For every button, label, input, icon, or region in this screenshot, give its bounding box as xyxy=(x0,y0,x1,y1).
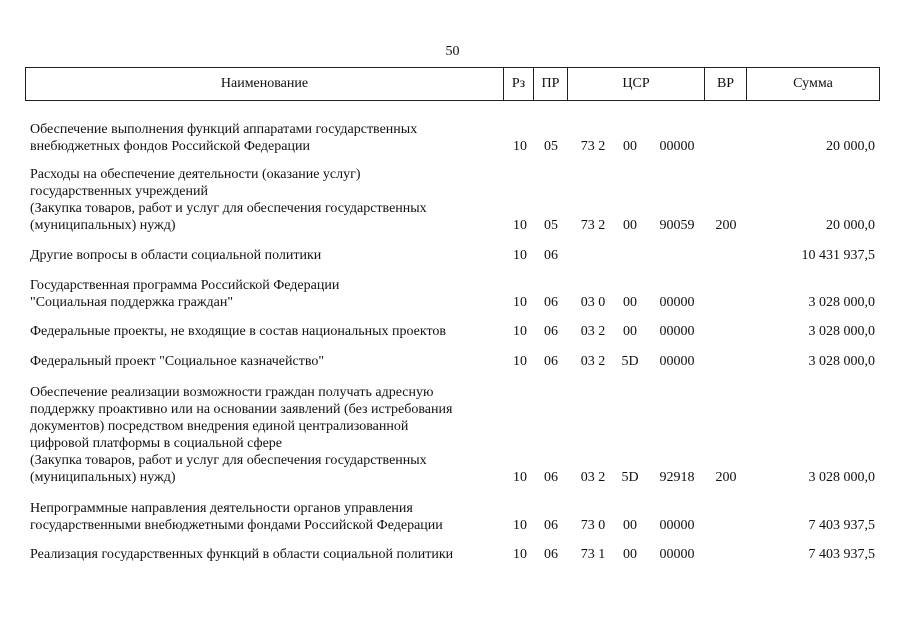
row-pr: 06 xyxy=(544,547,558,562)
row-csr-direction: 00000 xyxy=(659,295,695,310)
header-name: Наименование xyxy=(26,68,504,100)
row-pr: 05 xyxy=(544,139,558,154)
row-name-line: Государственная программа Российской Федерации xyxy=(30,278,340,293)
row-csr-subprogram: 00 xyxy=(623,324,637,339)
row-name-line: Другие вопросы в области социальной политики xyxy=(30,248,322,263)
header-csr: ЦСР xyxy=(568,68,705,100)
row-sum: 3 028 000,0 xyxy=(808,324,875,339)
row-csr-subprogram: 00 xyxy=(623,547,637,562)
row-csr-direction: 00000 xyxy=(659,547,695,562)
row-sum: 3 028 000,0 xyxy=(808,470,875,485)
row-csr-direction: 00000 xyxy=(659,139,695,154)
table-row xyxy=(0,166,905,234)
row-vr: 200 xyxy=(715,470,737,485)
row-pr: 06 xyxy=(544,295,558,310)
row-pr: 06 xyxy=(544,518,558,533)
row-name-line: (Закупка товаров, работ и услуг для обеспечения государственных xyxy=(30,453,427,468)
row-name xyxy=(30,323,490,340)
header-sum: Сумма xyxy=(793,76,833,91)
header-vr: ВР xyxy=(705,68,747,100)
row-csr-subprogram: 00 xyxy=(623,295,637,310)
row-name-line: поддержку проактивно или на основании заявлений (без истребования xyxy=(30,402,453,417)
row-csr-program: 73 1 xyxy=(580,547,606,562)
row-sum: 7 403 937,5 xyxy=(808,518,875,533)
row-csr-program: 73 2 xyxy=(580,218,606,233)
row-name-line: "Социальная поддержка граждан" xyxy=(30,295,234,310)
row-pr: 05 xyxy=(544,218,558,233)
row-name-line: Непрограммные направления деятельности органов управления xyxy=(30,501,413,516)
row-csr-program: 03 2 xyxy=(580,324,606,339)
row-name-line: документов) посредством внедрения единой централизованной xyxy=(30,419,409,434)
row-name-line: Обеспечение реализации возможности граждан получать адресную xyxy=(30,385,434,400)
row-name xyxy=(30,353,490,370)
row-name xyxy=(30,384,490,486)
row-sum: 10 431 937,5 xyxy=(801,248,875,263)
row-pr: 06 xyxy=(544,248,558,263)
table-row xyxy=(0,384,905,486)
row-rz: 10 xyxy=(513,295,527,310)
row-name xyxy=(30,166,490,234)
row-name xyxy=(30,546,490,563)
row-sum: 20 000,0 xyxy=(826,218,875,233)
row-sum: 20 000,0 xyxy=(826,139,875,154)
row-csr-subprogram: 5D xyxy=(621,470,639,485)
table-row xyxy=(0,247,905,264)
row-csr-direction: 00000 xyxy=(659,518,695,533)
row-name-line: цифровой платформы в социальной сфере xyxy=(30,436,283,451)
row-csr-direction: 90059 xyxy=(659,218,695,233)
table-row xyxy=(0,277,905,311)
row-sum: 3 028 000,0 xyxy=(808,354,875,369)
row-name xyxy=(30,500,490,534)
row-csr-program: 03 0 xyxy=(580,295,606,310)
row-csr-program: 73 0 xyxy=(580,518,606,533)
row-csr-program: 03 2 xyxy=(580,354,606,369)
row-name xyxy=(30,277,490,311)
row-name xyxy=(30,121,490,155)
table-row xyxy=(0,323,905,340)
row-name-line: (муниципальных) нужд) xyxy=(30,218,176,233)
row-rz: 10 xyxy=(513,547,527,562)
row-rz: 10 xyxy=(513,248,527,263)
row-vr: 200 xyxy=(715,218,737,233)
table-row xyxy=(0,121,905,155)
row-rz: 10 xyxy=(513,470,527,485)
row-name-line: Федеральный проект "Социальное казначейство" xyxy=(30,354,325,369)
header-rz: Рз xyxy=(504,68,534,100)
row-pr: 06 xyxy=(544,354,558,369)
row-name-line: Реализация государственных функций в области социальной политики xyxy=(30,547,454,562)
row-name-line: Обеспечение выполнения функций аппаратами государственных xyxy=(30,122,418,137)
row-name-line: Расходы на обеспечение деятельности (оказание услуг) xyxy=(30,167,361,182)
row-csr-program: 73 2 xyxy=(580,139,606,154)
row-rz: 10 xyxy=(513,218,527,233)
row-pr: 06 xyxy=(544,324,558,339)
row-rz: 10 xyxy=(513,518,527,533)
row-name-line: (муниципальных) нужд) xyxy=(30,470,176,485)
row-csr-direction: 00000 xyxy=(659,354,695,369)
row-csr-program: 03 2 xyxy=(580,470,606,485)
row-name-line: Федеральные проекты, не входящие в состав национальных проектов xyxy=(30,324,447,339)
row-csr-direction: 00000 xyxy=(659,324,695,339)
row-name-line: внебюджетных фондов Российской Федерации xyxy=(30,139,310,154)
row-csr-subprogram: 00 xyxy=(623,139,637,154)
row-name xyxy=(30,247,490,264)
row-rz: 10 xyxy=(513,354,527,369)
table-row xyxy=(0,546,905,563)
table-row xyxy=(0,500,905,534)
row-name-line: государственными внебюджетными фондами Российской Федерации xyxy=(30,518,443,533)
row-sum: 7 403 937,5 xyxy=(808,547,875,562)
row-name-line: (Закупка товаров, работ и услуг для обеспечения государственных xyxy=(30,201,427,216)
row-rz: 10 xyxy=(513,139,527,154)
table-row xyxy=(0,353,905,370)
table-header xyxy=(25,67,880,101)
row-pr: 06 xyxy=(544,470,558,485)
row-csr-subprogram: 5D xyxy=(621,354,639,369)
row-csr-direction: 92918 xyxy=(659,470,695,485)
page-number: 50 xyxy=(445,44,460,59)
row-sum: 3 028 000,0 xyxy=(808,295,875,310)
row-csr-subprogram: 00 xyxy=(623,518,637,533)
row-rz: 10 xyxy=(513,324,527,339)
row-csr-subprogram: 00 xyxy=(623,218,637,233)
row-name-line: государственных учреждений xyxy=(30,184,208,199)
header-pr: ПР xyxy=(534,68,568,100)
